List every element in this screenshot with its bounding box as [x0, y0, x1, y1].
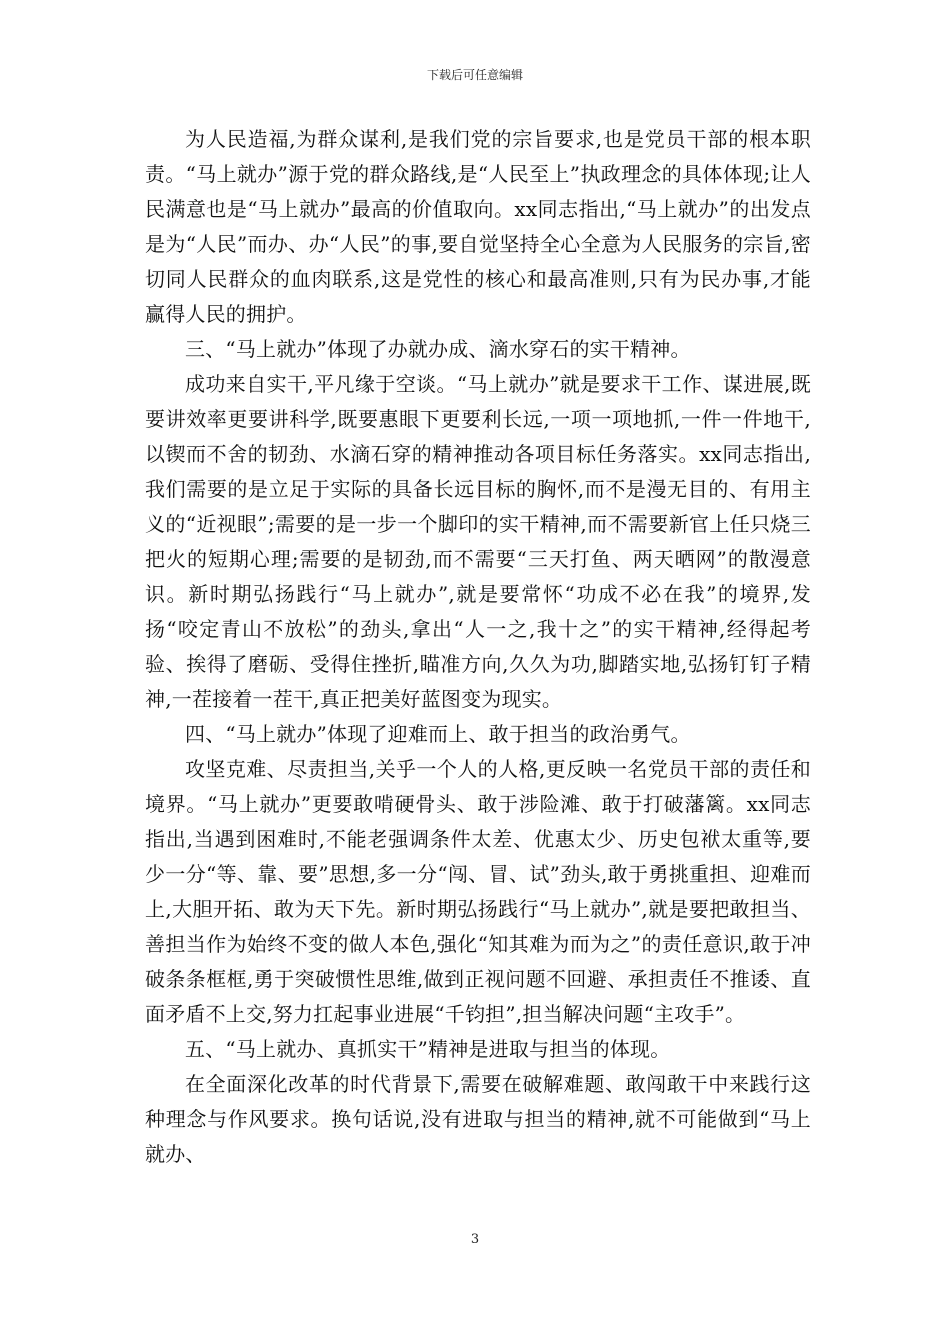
paragraph: 在全面深化改革的时代背景下,需要在破解难题、敢闯敢干中来践行这种理念与作风要求。换句话说,没有进取与担当的精神,就不可能做到“马上就办、 [145, 1072, 811, 1166]
section-heading: 三、“马上就办”体现了办就办成、滴水穿石的实干精神。 [185, 337, 691, 361]
paragraph: 为人民造福,为群众谋利,是我们党的宗旨要求,也是党员干部的根本职责。“马上就办”源于党的群众路线,是“人民至上”执政理念的具体体现;让人民满意也是“马上就办”最高的价值取向。xx同志指出,“马上就办”的出发点是为“人民”而办、办“人民”的事,要自觉坚持全心全意为人民服务的宗旨,密切同人民群众的血肉联系,这是党性的核心和最高准则,只有为民办事,才能赢得人民的拥护。 [145, 127, 811, 326]
page-header: 下载后可任意编辑 [426, 68, 523, 82]
page-number: 3 [470, 1232, 480, 1247]
section-heading: 四、“马上就办”体现了迎难而上、敢于担当的政治勇气。 [185, 722, 691, 746]
paragraph: 成功来自实干,平凡缘于空谈。“马上就办”就是要求干工作、谋进展,既要讲效率更要讲科学,既要惠眼下更要利长远,一项一项地抓,一件一件地干,以锲而不舍的韧劲、水滴石穿的精神推动各项目标任务落实。xx同志指出,我们需要的是立足于实际的具备长远目标的胸怀,而不是漫无目的、有用主义的“近视眼”;需要的是一步一个脚印的实干精神,而不需要新官上任只烧三把火的短期心理;需要的是韧劲,而不需要“三天打鱼、两天晒网”的散漫意识。新时期弘扬践行“马上就办”,就是要常怀“功成不必在我”的境界,发扬“咬定青山不放松”的劲头,拿出“人一之,我十之”的实干精神,经得起考验、挨得了磨砺、受得住挫折,瞄准方向,久久为功,脚踏实地,弘扬钉钉子精神,一茬接着一茬干,真正把美好蓝图变为现实。 [145, 372, 811, 711]
document-body [145, 122, 811, 1172]
section-heading: 五、“马上就办、真抓实干”精神是进取与担当的体现。 [185, 1037, 671, 1061]
paragraph: 攻坚克难、尽责担当,关乎一个人的人格,更反映一名党员干部的责任和境界。“马上就办”更要敢啃硬骨头、敢于涉险滩、敢于打破藩篱。xx同志指出,当遇到困难时,不能老强调条件太差、优惠太少、历史包袱太重等,要少一分“等、靠、要”思想,多一分“闯、冒、试”劲头,敢于勇挑重担、迎难而上,大胆开拓、敢为天下先。新时期弘扬践行“马上就办”,就是要把敢担当、善担当作为始终不变的做人本色,强化“知其难为而为之”的责任意识,敢于冲破条条框框,勇于突破惯性思维,做到正视问题不回避、承担责任不推诿、直面矛盾不上交,努力扛起事业进展“千钧担”,担当解决问题“主攻手”。 [145, 757, 811, 1026]
